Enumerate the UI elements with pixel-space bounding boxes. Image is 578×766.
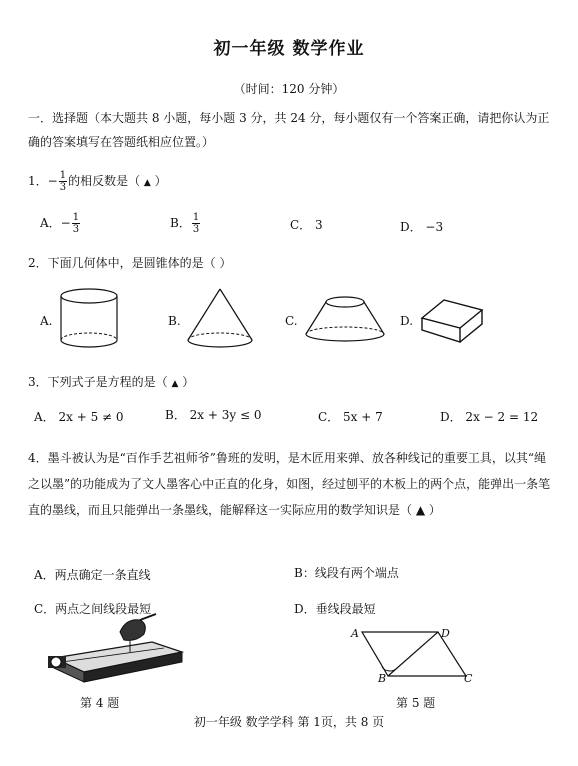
section-heading: 一．选择题（本大题共 8 小题，每小题 3 分，共 24 分，每小题仅有一个答案正确，请把你认为正确的答案填写在答题纸相应位置。）: [28, 111, 550, 149]
q1-option-a-den: 3: [72, 224, 80, 235]
q1-option-c: C． 3: [290, 218, 323, 232]
q4-option-d: D．垂线段最短: [294, 602, 376, 616]
question-3: [28, 373, 194, 390]
question-4: 4．墨斗被认为是“百作手艺祖师爷”鲁班的发明，是木匠用来弹、放各种线记的重要工具，以其“绳之以墨”的功能成为了文人墨客心中正直的化身，如图，经过刨平的木板上的两个点，能弹出一条笔直的墨线，而且只能弹出一条墨线，能解释这一实际应用的数学知识是（ ▲ ）: [28, 451, 551, 517]
question-1-fraction: [59, 170, 67, 193]
q1-option-d: D． −3: [400, 220, 444, 234]
q4-option-b: B：线段有两个端点: [294, 566, 399, 580]
ink-marker-figure: [44, 612, 194, 688]
q2-option-b: B.: [168, 314, 181, 328]
q1-option-b-fraction: [192, 212, 200, 235]
figure-5-caption: 第 5 题: [396, 696, 436, 710]
q4-option-c: C．两点之间线段最短: [34, 602, 152, 616]
q1-option-a: [40, 212, 81, 235]
q1-option-a-num: 1: [72, 212, 80, 223]
q1-option-a-minus: −: [60, 216, 71, 230]
q1-option-a-fraction: [72, 212, 80, 235]
question-1-text: 的相反数是（: [68, 174, 144, 188]
parallelogram-figure: [348, 622, 480, 686]
q3-option-a: A． 2x + 5 ≠ 0: [34, 410, 124, 424]
cone-figure: [184, 286, 256, 352]
q3-option-d: D． 2x − 2 = 12: [440, 410, 539, 424]
q4-option-a: A．两点确定一条直线: [34, 568, 151, 582]
figure-4-caption: 第 4 题: [80, 696, 120, 710]
q3-option-b: B． 2x + 3y ≤ 0: [165, 408, 262, 422]
question-3-text: 3．下列式子是方程的是（: [28, 375, 172, 389]
q2-option-a: A.: [40, 314, 53, 328]
question-1-number: 1．: [28, 174, 48, 188]
cuboid-figure: [418, 296, 486, 346]
fig5-label-b: B: [378, 672, 387, 685]
q1-option-b-num: 1: [192, 212, 200, 223]
question-1-close: ）: [150, 174, 167, 188]
fig5-label-a: A: [351, 627, 359, 640]
page-footer: 初一年级 数学学科 第 1页，共 8 页: [193, 715, 385, 729]
q1-option-b-den: 3: [192, 224, 200, 235]
time-limit: （时间：120 分钟）: [233, 82, 345, 96]
q3-option-c: C． 5x + 7: [318, 410, 383, 424]
q2-option-c: C.: [285, 314, 298, 328]
question-1-fraction-den: 3: [59, 182, 67, 193]
answer-mark-icon: ▲: [143, 178, 151, 188]
answer-mark-icon: ▲: [171, 379, 179, 389]
q2-option-d: D.: [400, 314, 414, 328]
fig5-label-d: D: [441, 627, 450, 640]
question-1: [28, 170, 167, 193]
q1-option-b-label: B．: [170, 216, 191, 230]
question-1-minus: −: [47, 174, 58, 188]
frustum-figure: [302, 294, 388, 344]
q1-option-b: [170, 212, 201, 235]
question-3-close: ）: [178, 375, 195, 389]
q1-option-a-label: A．: [40, 216, 61, 230]
question-1-fraction-num: 1: [59, 170, 67, 181]
cylinder-figure: [56, 286, 122, 352]
question-2: 2．下面几何体中，是圆锥体的是（ ）: [28, 256, 232, 270]
fig5-label-c: C: [464, 672, 473, 685]
page-title: 初一年级 数学作业: [213, 39, 365, 59]
